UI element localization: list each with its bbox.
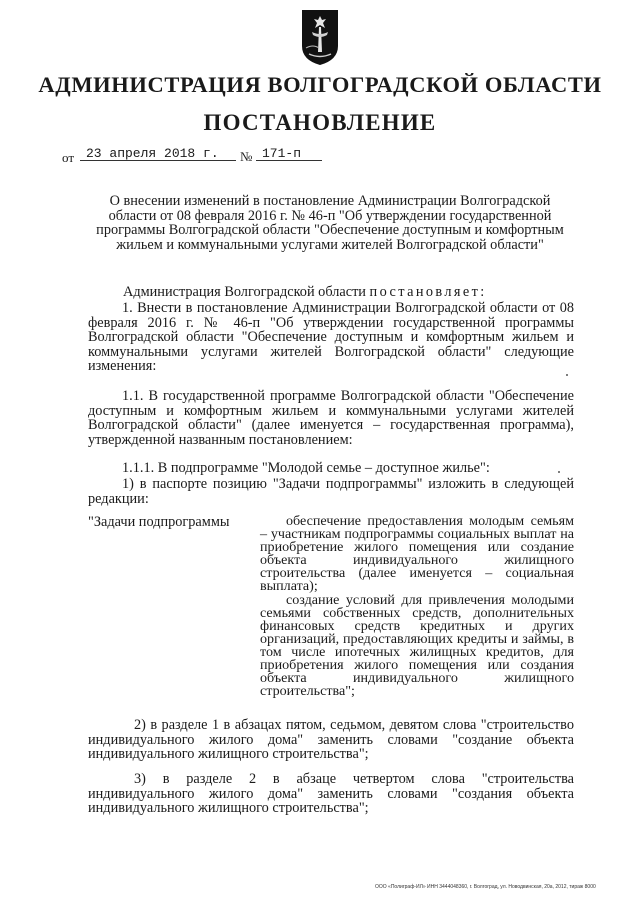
scan-speck bbox=[566, 374, 568, 376]
paragraph-section-1: 2) в разделе 1 в абзацах пятом, седьмом, девятом слова "строительство индивидуального жилого дома" заменить словами "создание объекта индивидуального жилищного строительства"; bbox=[88, 717, 574, 763]
number-underline bbox=[256, 160, 322, 161]
document-type-title: ПОСТАНОВЛЕНИЕ bbox=[203, 110, 437, 135]
scan-speck bbox=[558, 471, 560, 473]
date-prefix: от bbox=[62, 150, 75, 165]
print-imprint: ООО «Полиграф-ИЛ» ИНН 3444048360, г. Волгоград, ул. Новодвинская, 20а, 2012, тираж 8000 bbox=[375, 884, 596, 890]
tasks-label: "Задачи подпрограммы bbox=[88, 514, 230, 530]
paragraph-passport: 1) в паспорте позицию "Задачи подпрограммы" изложить в следующей редакции: bbox=[88, 476, 574, 507]
coat-of-arms-emblem bbox=[299, 8, 341, 66]
paragraph-1-1-1: 1.1.1. В подпрограмме "Молодой семье – доступное жилье": bbox=[122, 460, 490, 476]
preamble: Администрация Волгоградской области постановляет: bbox=[123, 284, 487, 300]
document-number: 171-п bbox=[262, 146, 302, 161]
document-subject: О внесении изменений в постановление Администрации Волгоградской области от 08 февраля 2016 г. № 46-п "Об утверждении государственной программы Волгоградской области "Обеспечение доступным и комфортным жильем и коммунальными услугами жителей Волгоградской области" bbox=[96, 193, 564, 253]
paragraph-section-2: 3) в разделе 2 в абзаце четвертом слова "строительства индивидуального жилого дома" заменить словами "создания объекта индивидуального жилищного строительства"; bbox=[88, 771, 574, 817]
paragraph-1: 1. Внести в постановление Администрации Волгоградской области от 08 февраля 2016 г. № 46-п "Об утверждении государственной программы Волгоградской области "Обеспечение доступным и комфортным жильем и коммунальными услугами жителей Волгоградской области" следующие изменения: bbox=[88, 300, 574, 375]
paragraph-1-1: 1.1. В государственной программе Волгоградской области "Обеспечение доступным и комфортным жильем и коммунальными услугами жителей Волгоградской области" (далее именуется – государственная программа), утвержденной названным постановлением: bbox=[88, 388, 574, 448]
task-item: обеспечение предоставления молодым семьям – участникам подпрограммы социальных выплат на приобретение жилого помещения или создание объекта индивидуального жилищного строительства (далее именуется – социальная выплата); bbox=[260, 513, 574, 595]
tasks-text bbox=[260, 515, 574, 698]
task-item: создание условий для привлечения молодыми семьями собственных средств, дополнительных финансовых средств кредитных и других организаций, предоставляющих кредиты и займы, в том числе ипотечных жилищных кредитов, для приобретения жилого помещения или создания объекта индивидуального жилищного строительства"; bbox=[260, 591, 574, 700]
organization-name: АДМИНИСТРАЦИЯ ВОЛГОГРАДСКОЙ ОБЛАСТИ bbox=[38, 72, 602, 97]
date-underline bbox=[80, 160, 236, 161]
number-prefix: № bbox=[240, 149, 253, 164]
document-date: 23 апреля 2018 г. bbox=[86, 146, 219, 161]
